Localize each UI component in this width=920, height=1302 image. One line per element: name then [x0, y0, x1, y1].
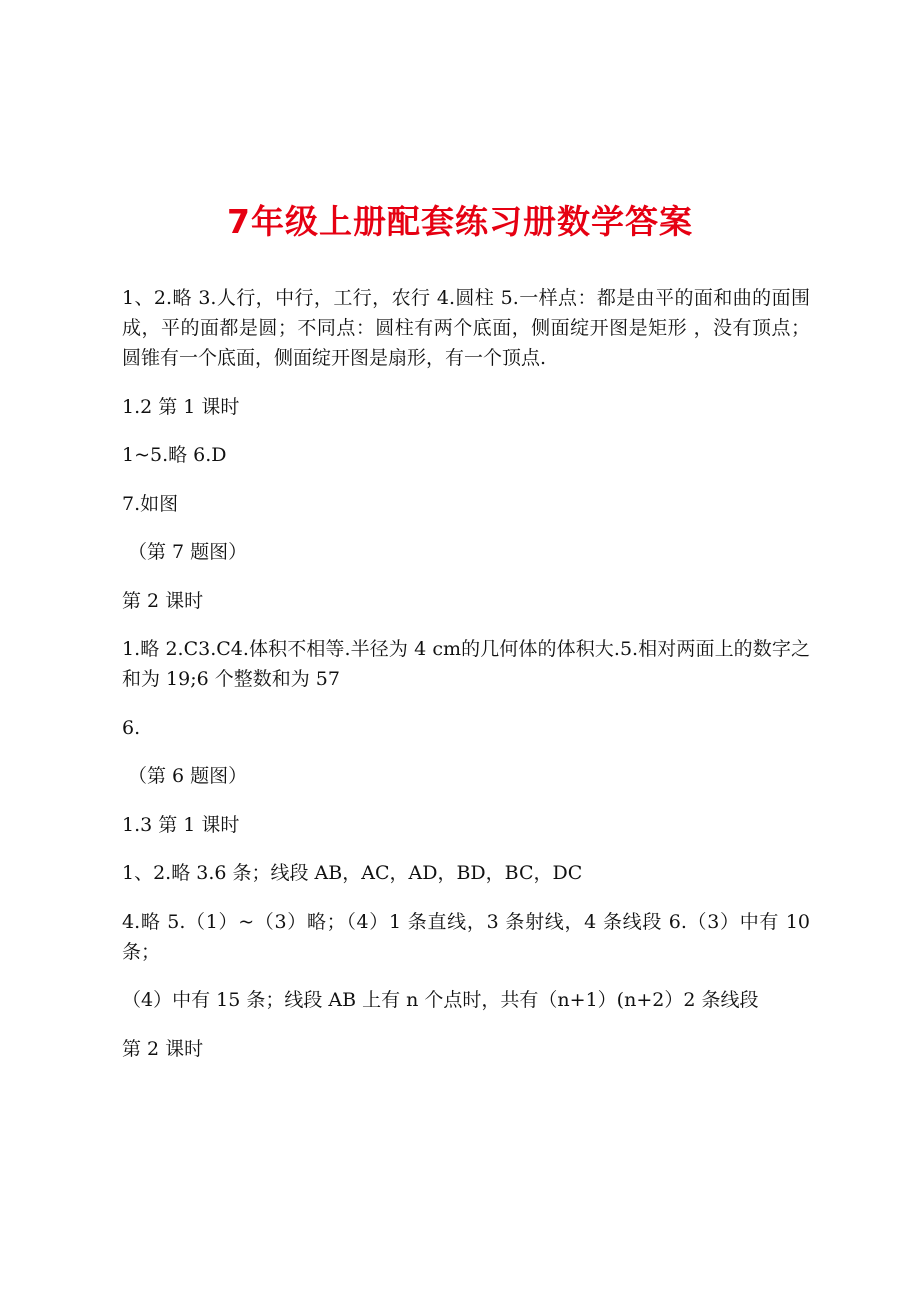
figure-caption-7: （第 7 题图） [128, 541, 248, 563]
document-body [122, 283, 810, 1082]
answer-paragraph-5: 6. [122, 716, 141, 739]
section-heading-1-3-lesson-1: 1.3 第 1 课时 [122, 813, 240, 836]
document-title: 7年级上册配套练习册数学答案 [227, 202, 693, 241]
section-heading-lesson-2: 第 2 课时 [122, 589, 204, 612]
answer-paragraph-1: 1、2.略 3.人行，中行，工行，农行 4.圆柱 5.一样点：都是由平的面和曲的面围成，平的面都是圆；不同点：圆柱有两个底面，侧面绽开图是矩形 ，没有顶点；圆锥有一个底面，侧面绽开图是扇形，有一个顶点. [122, 287, 810, 369]
section-heading-lesson-2-b: 第 2 课时 [122, 1037, 204, 1060]
answer-paragraph-7: 4.略 5.（1）~（3）略；（4）1 条直线，3 条射线，4 条线段 6.（3）中有 10 条； [122, 910, 810, 963]
answer-paragraph-8: （4）中有 15 条；线段 AB 上有 n 个点时，共有（n+1）(n+2）2 条线段 [122, 989, 759, 1011]
figure-caption-6: （第 6 题图） [128, 765, 248, 787]
answer-paragraph-4: 1.略 2.C3.C4.体积不相等.半径为 4 cm的几何体的体积大.5.相对两面上的数字之和为 19;6 个整数和为 57 [122, 638, 810, 690]
answer-paragraph-2: 1~5.略 6.D [122, 444, 227, 466]
answer-paragraph-6: 1、2.略 3.6 条；线段 AB，AC，AD，BD，BC，DC [122, 862, 583, 884]
answer-paragraph-3: 7.如图 [122, 492, 179, 515]
section-heading-1-2-lesson-1: 1.2 第 1 课时 [122, 395, 240, 418]
